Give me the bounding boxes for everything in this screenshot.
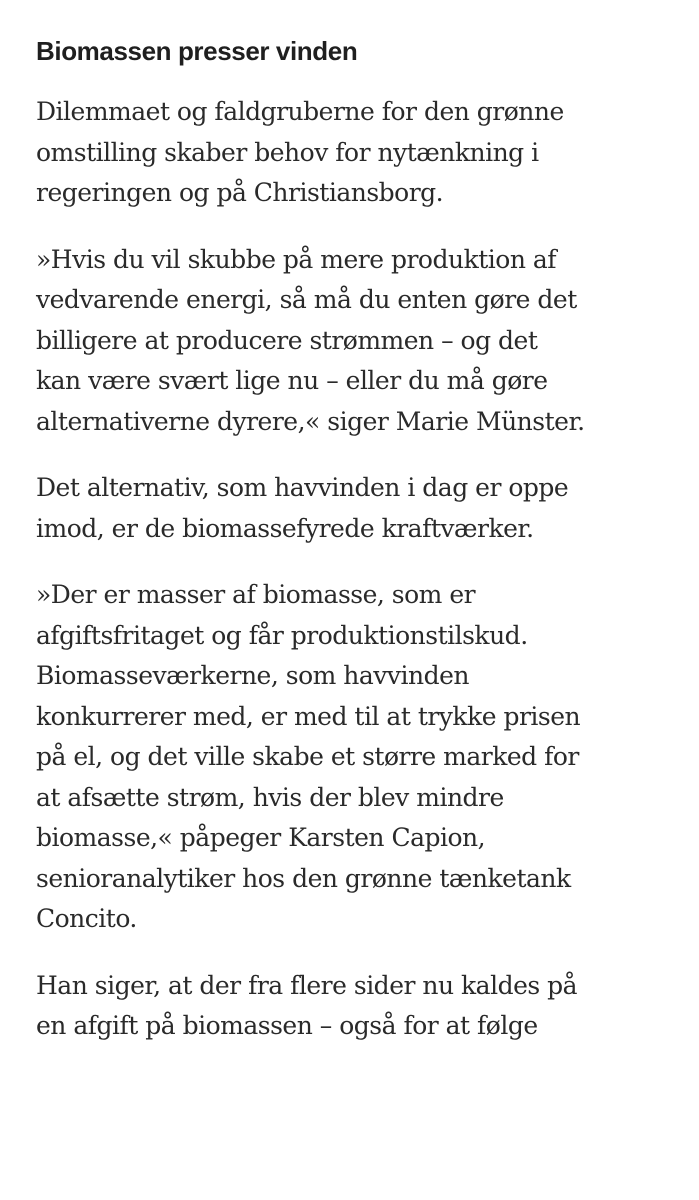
text-line: en afgift på biomassen – også for at følge [36, 1011, 538, 1040]
text-line: alternativerne dyrere,« siger Marie Münster. [36, 406, 585, 436]
paragraph-1 [36, 92, 673, 214]
paragraph-5 [36, 966, 673, 1047]
text-line: at afsætte strøm, hvis der blev mindre [36, 782, 504, 812]
paragraph-2-quote-marie-munster [36, 240, 673, 443]
text-line: omstilling skaber behov for nytænkning i [36, 137, 539, 167]
text-line: kan være svært lige nu – eller du må gøre [36, 366, 548, 395]
section-heading: Biomassen presser vinden [36, 36, 358, 66]
text-line: Han siger, at der fra flere sider nu kaldes på [36, 970, 578, 1000]
text-line: konkurrerer med, er med til at trykke prisen [36, 701, 581, 731]
text-line: »Hvis du vil skubbe på mere produktion af [36, 244, 557, 274]
paragraph-4-quote-karsten-capion [36, 575, 673, 940]
text-line: Biomasseværkerne, som havvinden [36, 661, 470, 690]
text-line: Concito. [36, 904, 137, 933]
text-line: billigere at producere strømmen – og det [36, 325, 538, 355]
text-line: »Der er masser af biomasse, som er [36, 580, 476, 609]
text-line: regeringen og på Christiansborg. [36, 178, 444, 207]
paragraph-3 [36, 468, 673, 549]
text-line: Dilemmaet og faldgruberne for den grønne [36, 97, 564, 126]
text-line: Det alternativ, som havvinden i dag er oppe [36, 473, 569, 502]
text-line: imod, er de biomassefyrede kraftværker. [36, 513, 534, 543]
text-line: vedvarende energi, så må du enten gøre det [36, 285, 577, 314]
text-line: på el, og det ville skabe et større marked for [36, 742, 579, 771]
text-line: senioranalytiker hos den grønne tænketank [36, 863, 571, 893]
text-line: afgiftsfritaget og får produktionstilskud. [36, 620, 528, 650]
text-line: biomasse,« påpeger Karsten Capion, [36, 823, 486, 852]
